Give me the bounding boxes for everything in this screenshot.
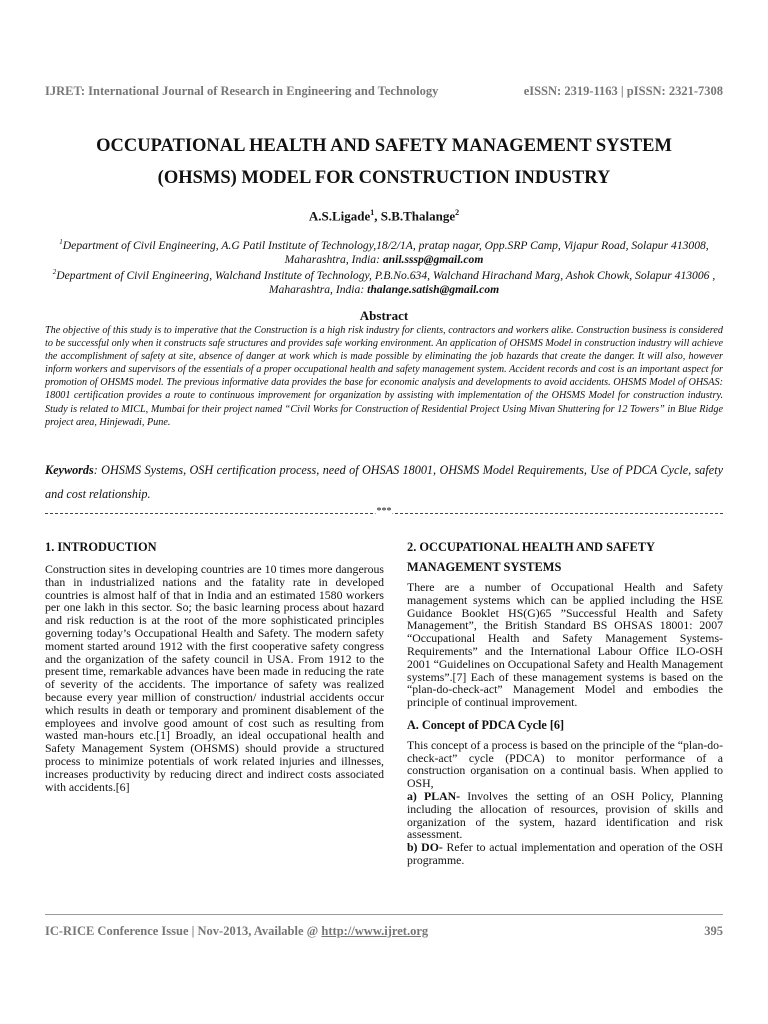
journal-name: IJRET: International Journal of Research in Engineering and Technology: [45, 84, 439, 98]
right-column: [407, 537, 723, 867]
authors: [0, 208, 768, 224]
item-do: [407, 841, 723, 867]
subsection-a-body: This concept of a process is based on the principle of the “plan-do-check-act” cycle (PDCA) to monitor performance of a construction organisation on a continual basis. When applied to OSH,: [407, 737, 723, 791]
item-plan-label: a) PLAN-: [407, 788, 461, 803]
affiliation-1-sup: 1: [59, 238, 63, 246]
item-plan-text: Involves the setting of an OSH Policy, Planning including the allocation of resources, provision of skills and organization of the system, hazard identification and risk assessment.: [407, 788, 723, 842]
section-2-heading-line-2: MANAGEMENT SYSTEMS: [407, 560, 562, 574]
section-2-heading: [407, 537, 723, 577]
journal-link[interactable]: http://www.ijret.org: [321, 924, 429, 938]
author-separator: ,: [374, 208, 381, 224]
item-do-text: Refer to actual implementation and operation of the OSH programme.: [407, 840, 724, 867]
subsection-a-heading: A. Concept of PDCA Cycle [6]: [407, 717, 565, 732]
title-line-2: (OHSMS) MODEL FOR CONSTRUCTION INDUSTRY: [157, 168, 611, 188]
author-2: S.B.Thalange: [380, 208, 456, 224]
author-1-sup: 1: [370, 208, 375, 217]
author-1: A.S.Ligade: [308, 208, 371, 224]
section-1-body: Construction sites in developing countries are 10 times more dangerous than in industrialized nations and the fatality rate in developed countries is almost half of that in India and an estimated 1580 workers per one lakh in this sector. So; the basic learning process about hazard and risk reduction is at the root of the more sophisticated principles governing today’s Occupational Health and Safety. The modern safety moment started around 1912 with the first cooperative safety congress and the organization of the safety council in USA. From 1912 to the present time, remarkable advances have been made in reducing the rate of severity of the accidents. The importance of safety was realized because every year million of construction/ industrial accidents occur which results in death or temporary and prominent disablement of the employees and involve good amount of cost such as resulting from wasted man-hours etc.[1] Broadly, an ideal occupational health and Safety Management System (OHSMS) should provide a structured process to minimize potentials of work related injuries and illnesses, increases productivity by reducing direct and indirect costs associated with accidents.[6]: [45, 562, 384, 794]
affiliation-2-text: Department of Civil Engineering, Walchand Institute of Technology, P.B.No.634, Walchand Hirachand Marg, Ashok Chowk, Solapur 413006 , Maharashtra, India:: [56, 268, 716, 296]
email-1-link[interactable]: anil.sssp@gmail.com: [382, 252, 484, 266]
author-2-sup: 2: [455, 208, 460, 217]
section-1-heading: 1. INTRODUCTION: [45, 540, 157, 554]
footer-conference: IC-RICE Conference Issue | Nov-2013, Available @: [45, 924, 322, 938]
page-number: 395: [704, 924, 723, 938]
item-do-label: b) DO-: [407, 840, 443, 855]
footer-rule: [45, 914, 723, 915]
title-line-1: OCCUPATIONAL HEALTH AND SAFETY MANAGEMENT SYSTEM: [96, 136, 672, 156]
section-2-body: There are a number of Occupational Health and Safety management systems which can be applied including the HSE Guidance Booklet HS(G)65 ”Successful Health and Safety Management”, the British Standard BS OHSAS 18001: 2007 “Occupational Health and Safety Management Systems-Requirements” and the International Labour Office ILO-OSH 2001 “Guidelines on Occupational Safety and Health Management systems”.[7] Each of these management systems is based on the “plan-do-check-act” Management Model and embodies the principle of continual improvement.: [407, 580, 723, 710]
affiliation-1-text: Department of Civil Engineering, A.G Patil Institute of Technology,18/2/1A, pratap nagar, Opp.SRP Camp, Vijapur Road, Solapur 413008, Maharashtra, India:: [62, 238, 709, 266]
affiliation-2-sup: 2: [52, 268, 57, 276]
keywords: [45, 458, 723, 506]
issn-text: eISSN: 2319-1163 | pISSN: 2321-7308: [523, 84, 723, 98]
separator-stars: ***: [376, 506, 392, 517]
keywords-text: : OHSMS Systems, OSH certification process, need of OHSAS 18001, OHSMS Model Requirements, Use of PDCA Cycle, safety and cost relationship.: [45, 463, 723, 501]
running-footer: [45, 924, 723, 939]
abstract-heading: Abstract: [359, 308, 409, 323]
running-header: [45, 84, 723, 99]
affiliation-2: [40, 265, 728, 297]
paper-title: [30, 130, 738, 194]
section-separator: [45, 507, 723, 519]
item-plan: [407, 790, 723, 841]
abstract-text: The objective of this study is to imperative that the Construction is a high risk industry for clients, contractors and workers alike. Construction business is considered to be successful only when it constructs safe structures and provides safe working environment. An application of OHSMS Model in construction industry will achieve the accomplishment of safety at site, absence of danger at work which is made possible by eliminating the job hazards that create the danger. It will also, however inform workers and supervisors of the essentials of a proper occupational health and safety management system. Accident records and cost is an important aspect for promotion of OHSMS model. The previous informative data provides the base for economic analysis and developments to avoid accidents. OHSMS Model of OHSAS: 18001 certification provides a route to continuous improvement for organization by assisting with implementation of the OHSMS Model for construction industry. Study is related to MICL, Mumbai for their project named “Civil Works for Construction of Residential Project Using Mivan Shuttering for 12 Towers” in Blue Ridge project area, Hinjewadi, Pune.: [45, 325, 723, 428]
email-2-link[interactable]: thalange.satish@gmail.com: [367, 282, 500, 296]
section-2-heading-line-1: 2. OCCUPATIONAL HEALTH AND SAFETY: [407, 540, 655, 554]
affiliation-1: [40, 235, 728, 267]
keywords-label: Keywords: [45, 463, 94, 477]
footer-left: [45, 924, 428, 939]
left-column: [45, 537, 384, 793]
